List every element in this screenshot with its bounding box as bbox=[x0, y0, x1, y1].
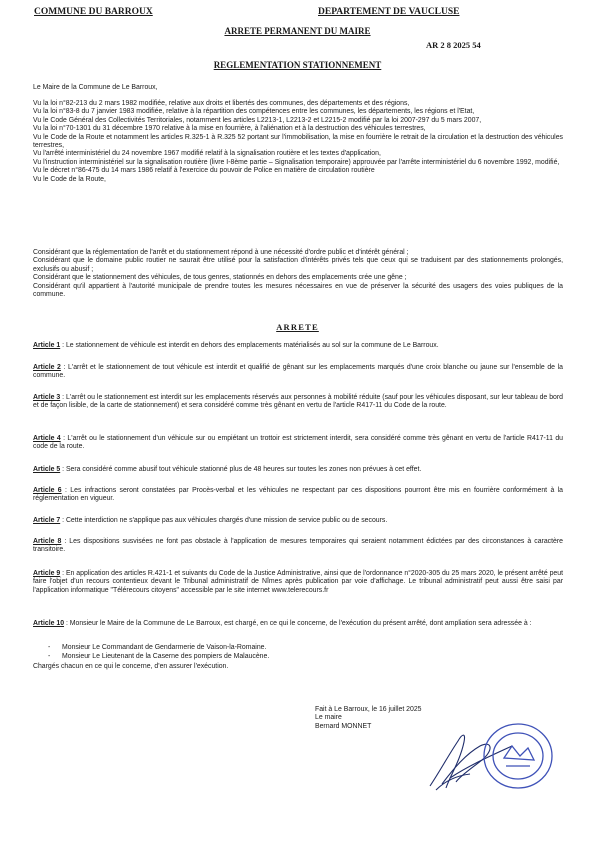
closing-line: Chargés chacun en ce qui le concerne, d'en assurer l'exécution. bbox=[33, 663, 229, 670]
arrete-heading: ARRETE bbox=[276, 322, 319, 332]
article-label: Article 4 bbox=[33, 435, 61, 442]
article-2 bbox=[33, 364, 563, 381]
article-text: : Sera considéré comme abusif tout véhicule stationné plus de 48 heures sur toutes les zones non prévues à cet effet. bbox=[60, 466, 422, 473]
vu-item: Vu le Code de la Route et notamment les articles R.325-1 à R.325 52 portant sur l'immobilisation, la mise en fourrière le retrait de la circulation et la destruction des véhicules terrestres, bbox=[33, 133, 563, 150]
article-label: Article 10 bbox=[33, 620, 65, 627]
place-date: Fait à Le Barroux, le 16 juillet 2025 bbox=[315, 706, 422, 713]
vu-item: Vu l'instruction interministériel sur la signalisation routière (livre I-8ème partie – Signalisation temporaire) approuvée par l'arrête interministériel du 6 novembre 1992, modifié, bbox=[33, 158, 560, 166]
article-label: Article 9 bbox=[33, 570, 61, 577]
article-text: : Les infractions seront constatées par Procès-verbal et les véhicules ne respectant par ces dispositions pourront être mis en fourrière conformément à la réglementation en vigueur. bbox=[33, 487, 564, 503]
preamble-intro bbox=[33, 84, 563, 92]
signature-block bbox=[315, 706, 422, 731]
vu-item: Vu la loi n°83-8 du 7 janvier 1983 modifiée, relative à la répartition des compétences entre les communes, les départements, les régions et l'Etat, bbox=[33, 108, 475, 116]
vu-item: Vu l'arrêté interministériel du 24 novembre 1967 modifié relatif à la signalisation routière et les textes d'application, bbox=[33, 150, 381, 158]
article-3 bbox=[33, 394, 563, 411]
article-label: Article 6 bbox=[33, 487, 62, 494]
article-label: Article 2 bbox=[33, 364, 61, 371]
vu-item: Vu la loi n°70-1301 du 31 décembre 1970 relative à la mise en fourrière, à l'aliénation et à la destruction des véhicules terrestres, bbox=[33, 125, 426, 133]
document-title: ARRETE PERMANENT DU MAIRE bbox=[224, 26, 371, 36]
mayor-intro: Le Maire de la Commune de Le Barroux, bbox=[33, 84, 158, 91]
mairie-stamp bbox=[484, 724, 552, 788]
article-6 bbox=[33, 487, 563, 504]
article-10 bbox=[33, 620, 563, 628]
article-label: Article 5 bbox=[33, 466, 61, 473]
considerant-item: Considérant que le stationnement des véhicules, de tous genres, stationnés en dehors des emplacements crée une gêne ; bbox=[33, 274, 407, 282]
department-name: DEPARTEMENT DE VAUCLUSE bbox=[318, 7, 460, 17]
article-text: : En application des articles R.421-1 et suivants du Code de la Justice Administrative, ainsi que de l'ordonnance n°2020-305 du 25 mars 2020, le présent arrêté peut faire l'objet d'un recours contentieux devant le Tribunal administratif de Nîmes après publication par voie d'affichage. Le tribunal administratif peut aussi être saisi par l'application informatique "Télérecours citoyens" accessible par le site internet www.telerecours.fr bbox=[33, 570, 564, 594]
article-5 bbox=[33, 466, 563, 474]
commune-name: COMMUNE DU BARROUX bbox=[34, 7, 153, 17]
article-4 bbox=[33, 435, 563, 452]
signatory-role: Le maire bbox=[315, 714, 342, 722]
article-text: : Monsieur le Maire de la Commune de Le Barroux, est chargé, en ce qui le concerne, de l'exécution du présent arrêté, dont ampliation sera adressée à : bbox=[64, 620, 532, 627]
article-text: : Cette interdiction ne s'applique pas aux véhicules chargés d'une mission de service public ou de secours. bbox=[60, 517, 388, 524]
considerant-item: Considérant que la réglementation de l'arrêt et du stationnement répond à une nécessité d'ordre public et d'intérêt général ; bbox=[33, 249, 409, 256]
article-text: : Le stationnement de véhicule est interdit en dehors des emplacements matérialisés au sol sur la commune de Le Barroux. bbox=[60, 342, 439, 349]
article-text: : L'arrêt et le stationnement de tout véhicule est interdit et qualifié de gênant sur les emplacements marqués d'une croix blanche ou jaune sur l'ensemble de la commune. bbox=[33, 364, 563, 380]
vu-item: Vu le décret n°86-475 du 14 mars 1986 relatif à l'exercice du pouvoir de Police en matière de circulation routière bbox=[33, 167, 375, 175]
article-text: : L'arrêt ou le stationnement est interdit sur les emplacements réservés aux personnes à mobilité réduite (sauf pour les véhicules disposant, sur leur tableau de bord et de façon lisible, de la carte de stationnement) et sera considéré comme très gênant en vertu de l'article R417-11 du Code de la route. bbox=[33, 394, 563, 410]
article-label: Article 7 bbox=[33, 517, 61, 524]
signatory-name: Bernard MONNET bbox=[315, 722, 372, 730]
considerant-item: Considérant qu'il appartient à l'autorité municipale de prendre toutes les mesures nécessaires en vue de préserver la sécurité des usagers des voies publiques de la commune. bbox=[33, 282, 563, 299]
considerant-block bbox=[33, 249, 563, 299]
ampliation-item: Monsieur Le Lieutenant de la Caserne des pompiers de Malaucène. bbox=[62, 653, 270, 660]
vu-item: Vu le Code Général des Collectivités Territoriales, notamment les articles L2213-1, L2213-2 et L2215-2 modifié par la loi 2007-297 du 5 mars 2007, bbox=[33, 116, 482, 124]
article-9 bbox=[33, 570, 563, 595]
mayor-signature-and-stamp bbox=[420, 716, 560, 796]
article-8 bbox=[33, 538, 563, 555]
handwritten-signature bbox=[430, 735, 512, 790]
article-text: : Les dispositions susvisées ne font pas obstacle à l'application de mesures temporaires qui seraient notamment édictées par des circonstances à caractère transitoire. bbox=[33, 538, 563, 554]
reference-number: AR 2 8 2025 54 bbox=[426, 40, 481, 50]
article-label: Article 1 bbox=[33, 342, 61, 349]
vu-block bbox=[33, 100, 563, 184]
considerant-item: Considérant que le domaine public routier ne saurait être utilisé pour la satisfaction d'intérêts privés tels que ceux qui se traduisent par des stationnements prolongés, exclusifs ou abusif ; bbox=[33, 257, 563, 273]
article-label: Article 3 bbox=[33, 394, 61, 401]
document-subtitle: REGLEMENTATION STATIONNEMENT bbox=[213, 60, 382, 70]
vu-item: Vu la loi n°82-213 du 2 mars 1982 modifiée, relative aux droits et libertés des communes, des départements et des régions, bbox=[33, 100, 410, 107]
ampliation-item: Monsieur Le Commandant de Gendarmerie de Vaison-la-Romaine. bbox=[62, 644, 267, 651]
article-7 bbox=[33, 517, 563, 525]
vu-item: Vu le Code de la Route, bbox=[33, 175, 106, 183]
article-label: Article 8 bbox=[33, 538, 62, 545]
article-1 bbox=[33, 342, 563, 350]
article-text: : L'arrêt ou le stationnement d'un véhicule sur ou empiétant un trottoir est strictement interdit, sera considéré comme très gênant en vertu de l'article R417-11 du code de la route. bbox=[33, 435, 563, 451]
list-dash: - bbox=[48, 653, 51, 660]
list-dash: - bbox=[48, 644, 51, 651]
